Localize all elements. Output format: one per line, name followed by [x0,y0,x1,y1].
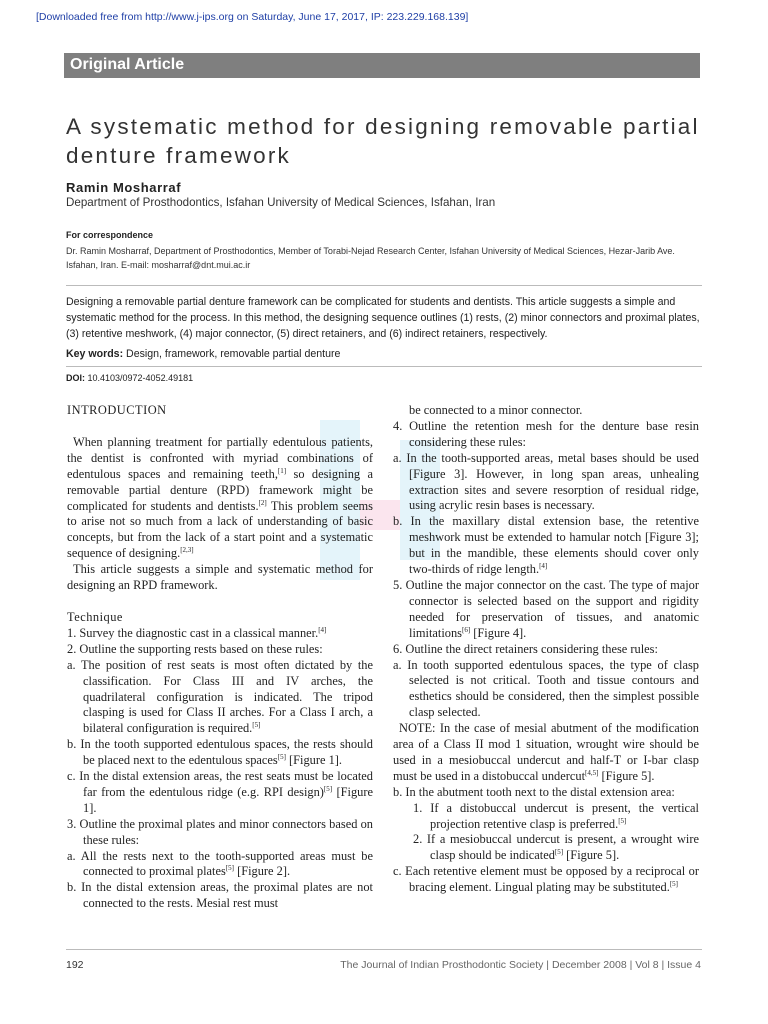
section-banner [64,53,700,78]
correspondence-text: Dr. Ramin Mosharraf, Department of Prosthodontics, Member of Torabi-Nejad Research Center, Isfahan University of Medical Sciences, Hezar-Jarib Ave. Isfahan, Iran. E-mail: mosharraf@dnt.mui.ac.ir [66,246,675,270]
list-item: a. In tooth supported edentulous spaces, the type of clasp selected is not critical. Tooth and tissue contours and esthetics should be considered, then the simplest possible clasp selected. [393,657,699,720]
list-item: a. In the tooth-supported areas, metal bases should be used [Figure 3]. However, in long span areas, unhealing extraction sites and severe resorption of residual ridge, using acrylic resin bases is necessary. [393,450,699,513]
footer-divider [66,949,702,950]
list-item: b. In the distal extension areas, the proximal plates are not connected to the rests. Mesial rest must [67,880,373,911]
left-column [67,403,373,912]
list-item: 1. Survey the diagnostic cast in a classical manner.[4] [67,625,327,640]
author-affiliation: Department of Prosthodontics, Isfahan University of Medical Sciences, Isfahan, Iran [66,196,496,209]
download-notice: [Downloaded free from http://www.j-ips.org on Saturday, June 17, 2017, IP: 223.229.168.139] [36,11,469,23]
sub-list-item: 2. If a mesiobuccal undercut is present, a wrought wire clasp should be indicated[5] [Figure 5]. [413,832,699,863]
list-item: a. The position of rest seats is most often dictated by the classification. For Class III and IV arches, the quadrilateral configuration is indicated. The tripod clasping is used for Class II arches. For a Class I arch, a bilateral configuration is required.[5] [67,657,373,736]
intro-paragraph: When planning treatment for partially edentulous patients, the dentist is confronted with myriad combinations of edentulous spaces and remaining teeth,[1] so designing a removable partial denture (RPD) framework might be complicated for students and dentists.[2] This problem seems to arise not so much from a lack of understanding of basic concepts, but from the lack of a start point and a systematic sequence of designing.[2,3] [67,434,373,561]
list-item: 5. Outline the major connector on the cast. The type of major connector is selected based on the support and rigidity needed for preservation of tissues, and anatomic limitations[6] [Figure 4]. [393,577,699,640]
article-title: A systematic method for designing removable partial denture framework [66,114,700,168]
journal-footer: The Journal of Indian Prosthodontic Society | December 2008 | Vol 8 | Issue 4 [340,959,701,971]
divider [66,366,702,367]
abstract: Designing a removable partial denture framework can be complicated for students and dentists. This article suggests a simple and systematic method for the process. In this method, the designing sequence outlines (1) rests, (2) minor connectors and proximal plates, (3) retentive meshwork, (4) major connector, (5) direct retainers, and (6) indirect retainers, respectively. [66,296,700,340]
correspondence-heading: For correspondence [66,230,154,240]
list-item: b. In the abutment tooth next to the distal extension area: [393,784,675,799]
list-item: c. In the distal extension areas, the rest seats must be located far from the edentulous ridge (e.g. RPI design)[5] [Figure 1]. [67,769,374,815]
author-name: Ramin Mosharraf [66,180,182,195]
list-item: a. All the rests next to the tooth-supported areas must be connected to proximal plates[5] [Figure 2]. [67,848,373,879]
list-item: b. In the tooth supported edentulous spaces, the rests should be placed next to the edentulous spaces[5] [Figure 1]. [67,737,373,768]
section-label: Original Article [70,56,185,73]
right-column [393,403,699,896]
doi-value: 10.4103/0972-4052.49181 [85,373,194,383]
sub-list-item: 1. If a distobuccal undercut is present, the vertical projection retentive clasp is preferred.[5] [413,800,699,831]
list-item: 6. Outline the direct retainers considering these rules: [393,641,658,656]
intro-heading: INTRODUCTION [67,403,167,417]
keywords-label: Key words: [66,348,124,360]
note-paragraph: NOTE: In the case of mesial abutment of the modification area of a Class II mod 1 situation, wrought wire should be used in a mesiobuccal undercut and half-T or I-bar clasp must be used in a distobuccal undercut[4,5] [Figure 5]. [393,721,699,783]
intro-paragraph-2: This article suggests a simple and systematic method for designing an RPD framework. [67,562,373,593]
page-number: 192 [66,959,84,971]
list-item: 3. Outline the proximal plates and minor connectors based on these rules: [67,816,373,847]
keywords-text: Design, framework, removable partial denture [123,348,341,360]
list-item: c. Each retentive element must be opposed by a reciprocal or bracing element. Lingual plating may be substituted.[5] [393,864,699,895]
doi [66,373,193,383]
keywords [66,348,340,360]
technique-heading: Technique [67,609,123,624]
list-item: 4. Outline the retention mesh for the denture base resin considering these rules: [393,418,699,449]
list-item: 2. Outline the supporting rests based on these rules: [67,641,323,656]
doi-label: DOI: [66,373,85,383]
divider [66,285,702,286]
list-item: b. In the maxillary distal extension base, the retentive meshwork must be extended to hamular notch [Figure 3]; but in the mandible, these elements should cover only two-thirds of ridge length.[4] [393,514,699,577]
list-item-continued: be connected to a minor connector. [409,403,583,417]
